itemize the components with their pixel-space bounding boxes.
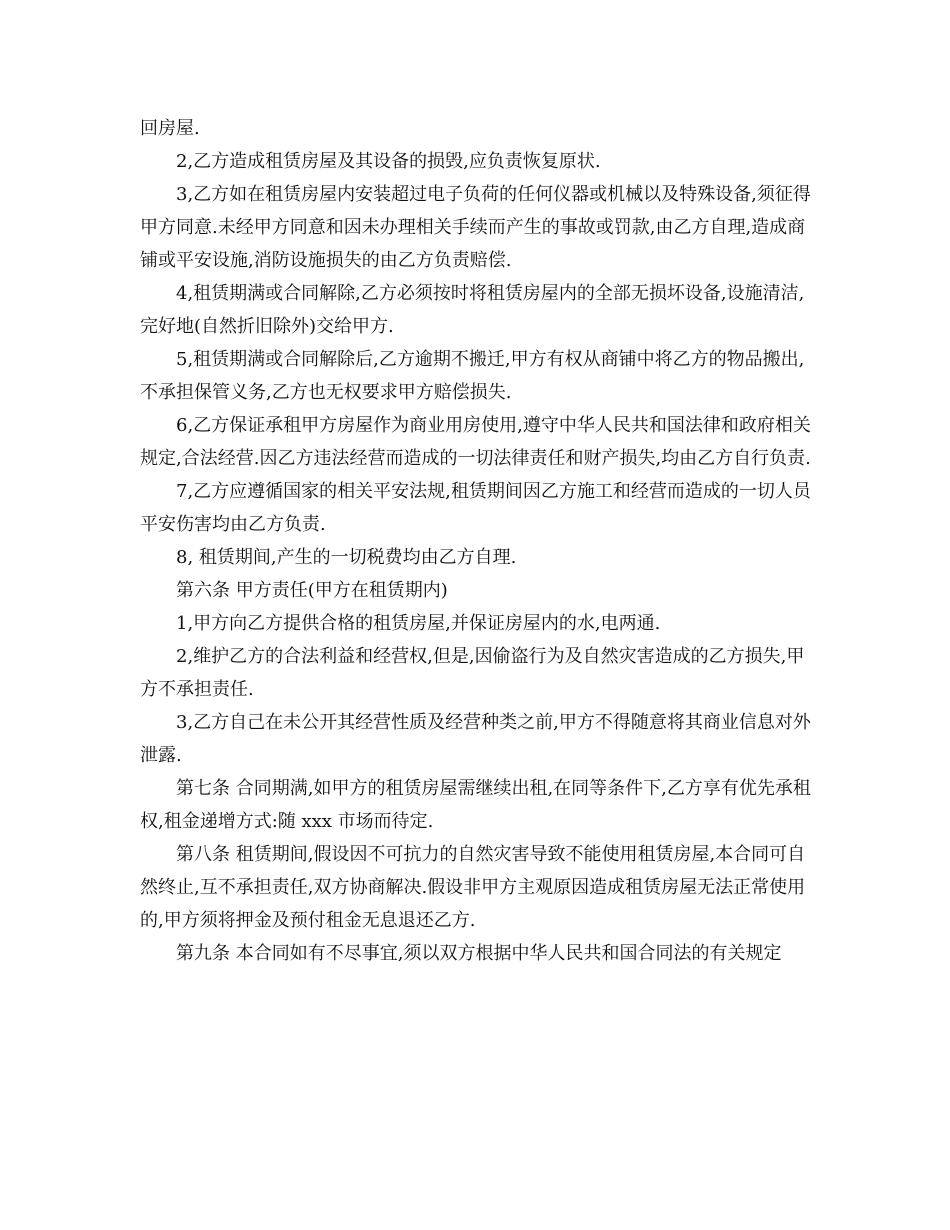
paragraph-continuation: 回房屋. [140,118,200,139]
paragraph-clause-3: 3,乙方如在租赁房屋内安装超过电子负荷的任何仪器或机械以及特殊设备,须征得甲方同意.未经甲方同意和因未办理相关手续而产生的事故或罚款,由乙方自理,造成商铺或平安设施,消防设施损失的由乙方负责赔偿. [140,184,811,271]
paragraph-article6-item-1: 1,甲方向乙方提供合格的租赁房屋,并保证房屋内的水,电两通. [176,613,661,634]
paragraph-clause-2: 2,乙方造成租赁房屋及其设备的损毁,应负责恢复原状. [176,151,601,172]
article-9-paragraph: 第九条 本合同如有不尽事宜,须以双方根据中华人民共和国合同法的有关规定 [176,943,782,964]
paragraph-clause-6: 6,乙方保证承租甲方房屋作为商业用房使用,遵守中华人民共和国法律和政府相关规定,合法经营.因乙方违法经营而造成的一切法律责任和财产损失,均由乙方自行负责. [140,415,811,469]
paragraph-clause-7: 7,乙方应遵循国家的相关平安法规,租赁期间因乙方施工和经营而造成的一切人员平安伤害均由乙方负责. [140,481,811,535]
contract-body [140,112,812,970]
article-8-paragraph: 第八条 租赁期间,假设因不可抗力的自然灾害导致不能使用租赁房屋,本合同可自然终止,互不承担责任,双方协商解决.假设非甲方主观原因造成租赁房屋无法正常使用的,甲方须将押金及预付租金无息退还乙方. [140,844,806,931]
paragraph-article6-item-2: 2,维护乙方的合法利益和经营权,但是,因偷盗行为及自然灾害造成的乙方损失,甲方不承担责任. [140,646,805,700]
paragraph-clause-4: 4,租赁期满或合同解除,乙方必须按时将租赁房屋内的全部无损坏设备,设施清洁,完好地(自然折旧除外)交给甲方. [140,283,805,337]
paragraph-clause-5: 5,租赁期满或合同解除后,乙方逾期不搬迁,甲方有权从商铺中将乙方的物品搬出,不承担保管义务,乙方也无权要求甲方赔偿损失. [140,349,805,403]
article-6-heading: 第六条 甲方责任(甲方在租赁期内) [176,580,448,601]
article-7-paragraph: 第七条 合同期满,如甲方的租赁房屋需继续出租,在同等条件下,乙方享有优先承租权,租金递增方式:随 xxx 市场而待定. [140,778,811,832]
paragraph-clause-8: 8, 租赁期间,产生的一切税费均由乙方自理. [176,547,517,568]
paragraph-article6-item-3: 3,乙方自己在未公开其经营性质及经营种类之前,甲方不得随意将其商业信息对外泄露. [140,712,811,766]
